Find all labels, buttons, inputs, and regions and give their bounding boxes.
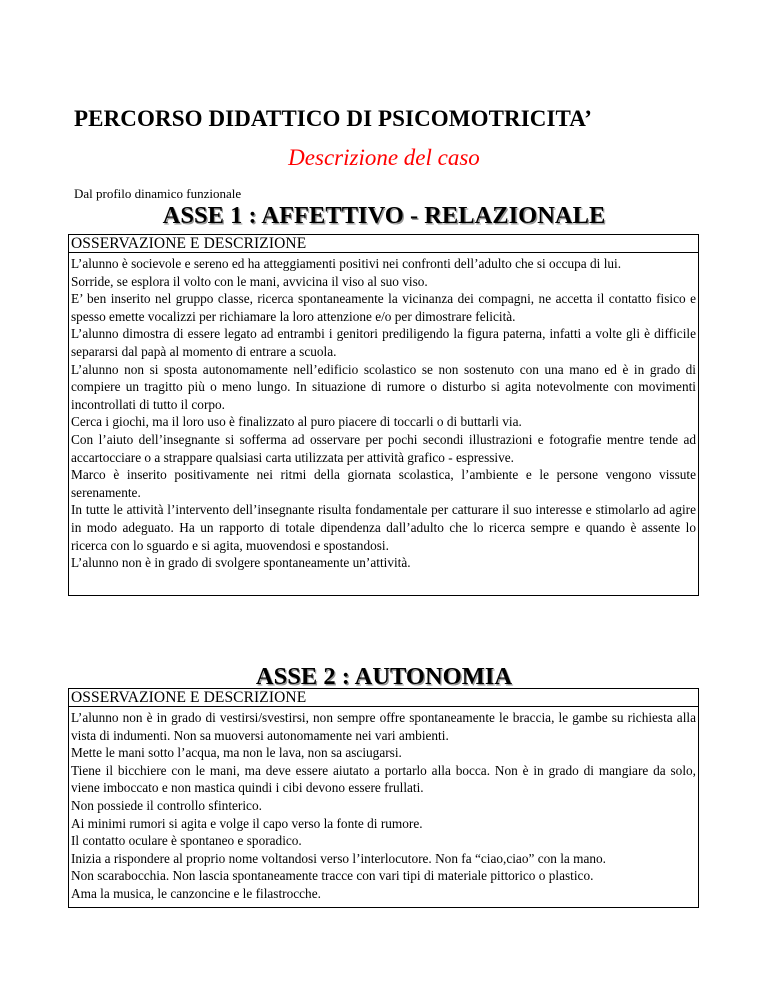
paragraph: L’alunno dimostra di essere legato ad entrambi i genitori prediligendo la figura paterna, infatti a volte gli è difficile separarsi dal papà al momento di entrare a scuola. [71,326,696,359]
box-body [69,253,698,572]
section-title-asse-2: ASSE 2 : AUTONOMIA [255,663,513,690]
paragraph: L’alunno non si sposta autonomamente nell’edificio scolastico se non sostenuto con una mano ed è in grado di compiere un tragitto più o meno lungo. In situazione di rumore o disturbo si agita notevolmente con movimenti incontrollati di tutto il corpo. [71,361,696,412]
page-title: PERCORSO DIDATTICO DI PSICOMOTRICITA’ [74,106,593,131]
paragraph: L’alunno non è in grado di vestirsi/svestirsi, non sempre offre spontaneamente le braccia, le gambe su richiesta alla vista di indumenti. Non sa muoversi autonomamente nei vari ambienti. [71,710,696,743]
observation-box-asse-2 [68,688,699,908]
paragraph: Cerca i giochi, ma il loro uso è finalizzato al puro piacere di toccarli o di buttarli via. [71,414,522,430]
paragraph: Il contatto oculare è spontaneo e sporadico. [71,833,302,849]
paragraph: Non scarabocchia. Non lascia spontaneamente tracce con vari tipi di materiale pittorico o plastico. [71,868,594,884]
paragraph: Inizia a rispondere al proprio nome voltandosi verso l’interlocutore. Non fa “ciao,ciao” con la mano. [71,850,607,866]
section-title-asse-1: ASSE 1 : AFFETTIVO - RELAZIONALE [162,202,606,229]
paragraph: L’alunno è socievole e sereno ed ha atteggiamenti positivi nei confronti dell’adulto che si occupa di lui. [71,256,622,271]
paragraph: L’alunno non è in grado di svolgere spontaneamente un’attività. [71,555,411,571]
observation-box-asse-1 [68,234,699,596]
box-header: OSSERVAZIONE E DESCRIZIONE [69,689,698,707]
paragraph: Ama la musica, le canzoncine e le filastrocche. [71,885,321,901]
box-header: OSSERVAZIONE E DESCRIZIONE [69,235,698,253]
paragraph: Con l’aiuto dell’insegnante si sofferma ad osservare per pochi secondi illustrazioni e fotografie mentre tende ad accartocciare o a strappare qualsiasi carta utilizzata per attività grafico - espressive. [71,431,696,465]
paragraph: Sorride, se esplora il volto con le mani, avvicina il viso al suo viso. [71,273,428,289]
paragraph: Ai minimi rumori si agita e volge il capo verso la fonte di rumore. [71,815,423,831]
paragraph: In tutte le attività l’intervento dell’insegnante risulta fondamentale per catturare il suo interesse e stimolarlo ad agire in modo adeguato. Ha un rapporto di totale dipendenza dall’adulto che lo ricerca sempre e quando è assente lo ricerca con lo sguardo e si agita, muovendosi e spostandosi. [71,502,696,553]
paragraph: Marco è inserito positivamente nei ritmi della giornata scolastica, l’ambiente e le persone vengono vissute serenamente. [71,467,696,500]
paragraph: E’ ben inserito nel gruppo classe, ricerca spontaneamente la vicinanza dei compagni, ne accetta il contatto fisico e spesso emette vocalizzi per richiamare la loro attenzione e/o per dimostrare felicità. [71,291,696,324]
paragraph: Non possiede il controllo sfinterico. [71,797,262,813]
box-body [69,707,698,903]
paragraph: Tiene il bicchiere con le mani, ma deve essere aiutato a portarlo alla bocca. Non è in grado di mangiare da solo, viene imboccato e non mastica quindi i cibi devono essere frullati. [71,762,696,796]
paragraph: Mette le mani sotto l’acqua, ma non le lava, non sa asciugarsi. [71,745,402,761]
case-description-subtitle: Descrizione del caso [288,145,480,170]
source-note: Dal profilo dinamico funzionale [74,186,242,201]
